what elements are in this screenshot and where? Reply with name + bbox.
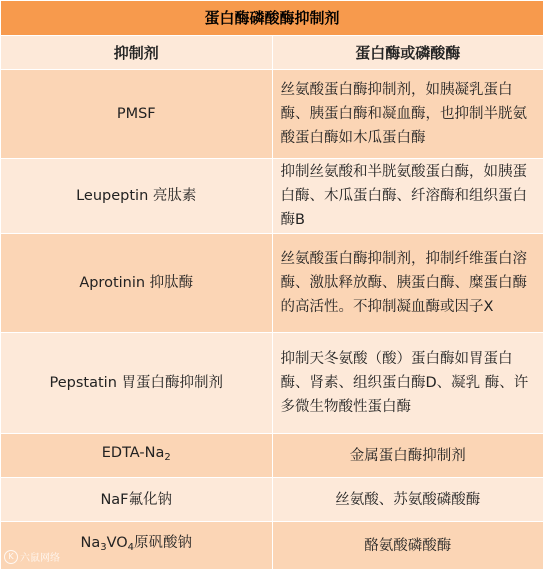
table-row bbox=[1, 70, 544, 159]
inhibitor-cell: Pepstatin 胃蛋白酶抑制剂 bbox=[1, 333, 273, 434]
target-cell: 抑制丝氨酸和半胱氨酸蛋白酶，如胰蛋白酶、木瓜蛋白酶、纤溶酶和组织蛋白酶B bbox=[272, 159, 544, 234]
header-target: 蛋白酶或磷酸酶 bbox=[272, 36, 544, 70]
inhibitor-cell: PMSF bbox=[1, 70, 273, 159]
target-cell: 酪氨酸磷酸酶 bbox=[272, 522, 544, 570]
table-row bbox=[1, 478, 544, 522]
table-row bbox=[1, 234, 544, 333]
inhibitor-part-a: Na bbox=[80, 535, 101, 551]
subscript: 3 bbox=[100, 542, 107, 553]
inhibitor-cell bbox=[1, 434, 273, 478]
watermark-logo-icon: K bbox=[4, 550, 18, 564]
target-cell: 抑制天冬氨酸（酸）蛋白酶如胃蛋白酶、肾素、组织蛋白酶D、凝乳 酶、许多微生物酸性蛋白酶 bbox=[272, 333, 544, 434]
table-row bbox=[1, 522, 544, 570]
inhibitor-cell: NaF氟化钠 bbox=[1, 478, 273, 522]
target-cell: 金属蛋白酶抑制剂 bbox=[272, 434, 544, 478]
target-cell: 丝氨酸蛋白酶抑制剂，抑制纤维蛋白溶酶、激肽释放酶、胰蛋白酶、糜蛋白酶的高活性。不抑制凝血酶或因子X bbox=[272, 234, 544, 333]
watermark-text: 六鼠网络 bbox=[20, 553, 60, 564]
table-row bbox=[1, 333, 544, 434]
header-inhibitor: 抑制剂 bbox=[1, 36, 273, 70]
inhibitor-part-b: VO bbox=[106, 535, 128, 551]
inhibitor-cell: Leupeptin 亮肽素 bbox=[1, 159, 273, 234]
inhibitor-main: EDTA-Na bbox=[101, 445, 165, 461]
header-row bbox=[1, 36, 544, 70]
target-cell: 丝氨酸、苏氨酸磷酸酶 bbox=[272, 478, 544, 522]
title-row bbox=[1, 1, 544, 36]
table-row bbox=[1, 434, 544, 478]
subscript: 2 bbox=[164, 452, 171, 463]
table-row bbox=[1, 159, 544, 234]
table-title: 蛋白酶磷酸酶抑制剂 bbox=[1, 1, 544, 36]
target-cell: 丝氨酸蛋白酶抑制剂，如胰凝乳蛋白酶、胰蛋白酶和凝血酶，也抑制半胱氨酸蛋白酶如木瓜蛋白酶 bbox=[272, 70, 544, 159]
subscript: 4 bbox=[127, 542, 135, 553]
watermark bbox=[4, 549, 60, 564]
inhibitor-part-c: 原矾酸钠 bbox=[134, 535, 193, 551]
inhibitor-cell: Aprotinin 抑肽酶 bbox=[1, 234, 273, 333]
